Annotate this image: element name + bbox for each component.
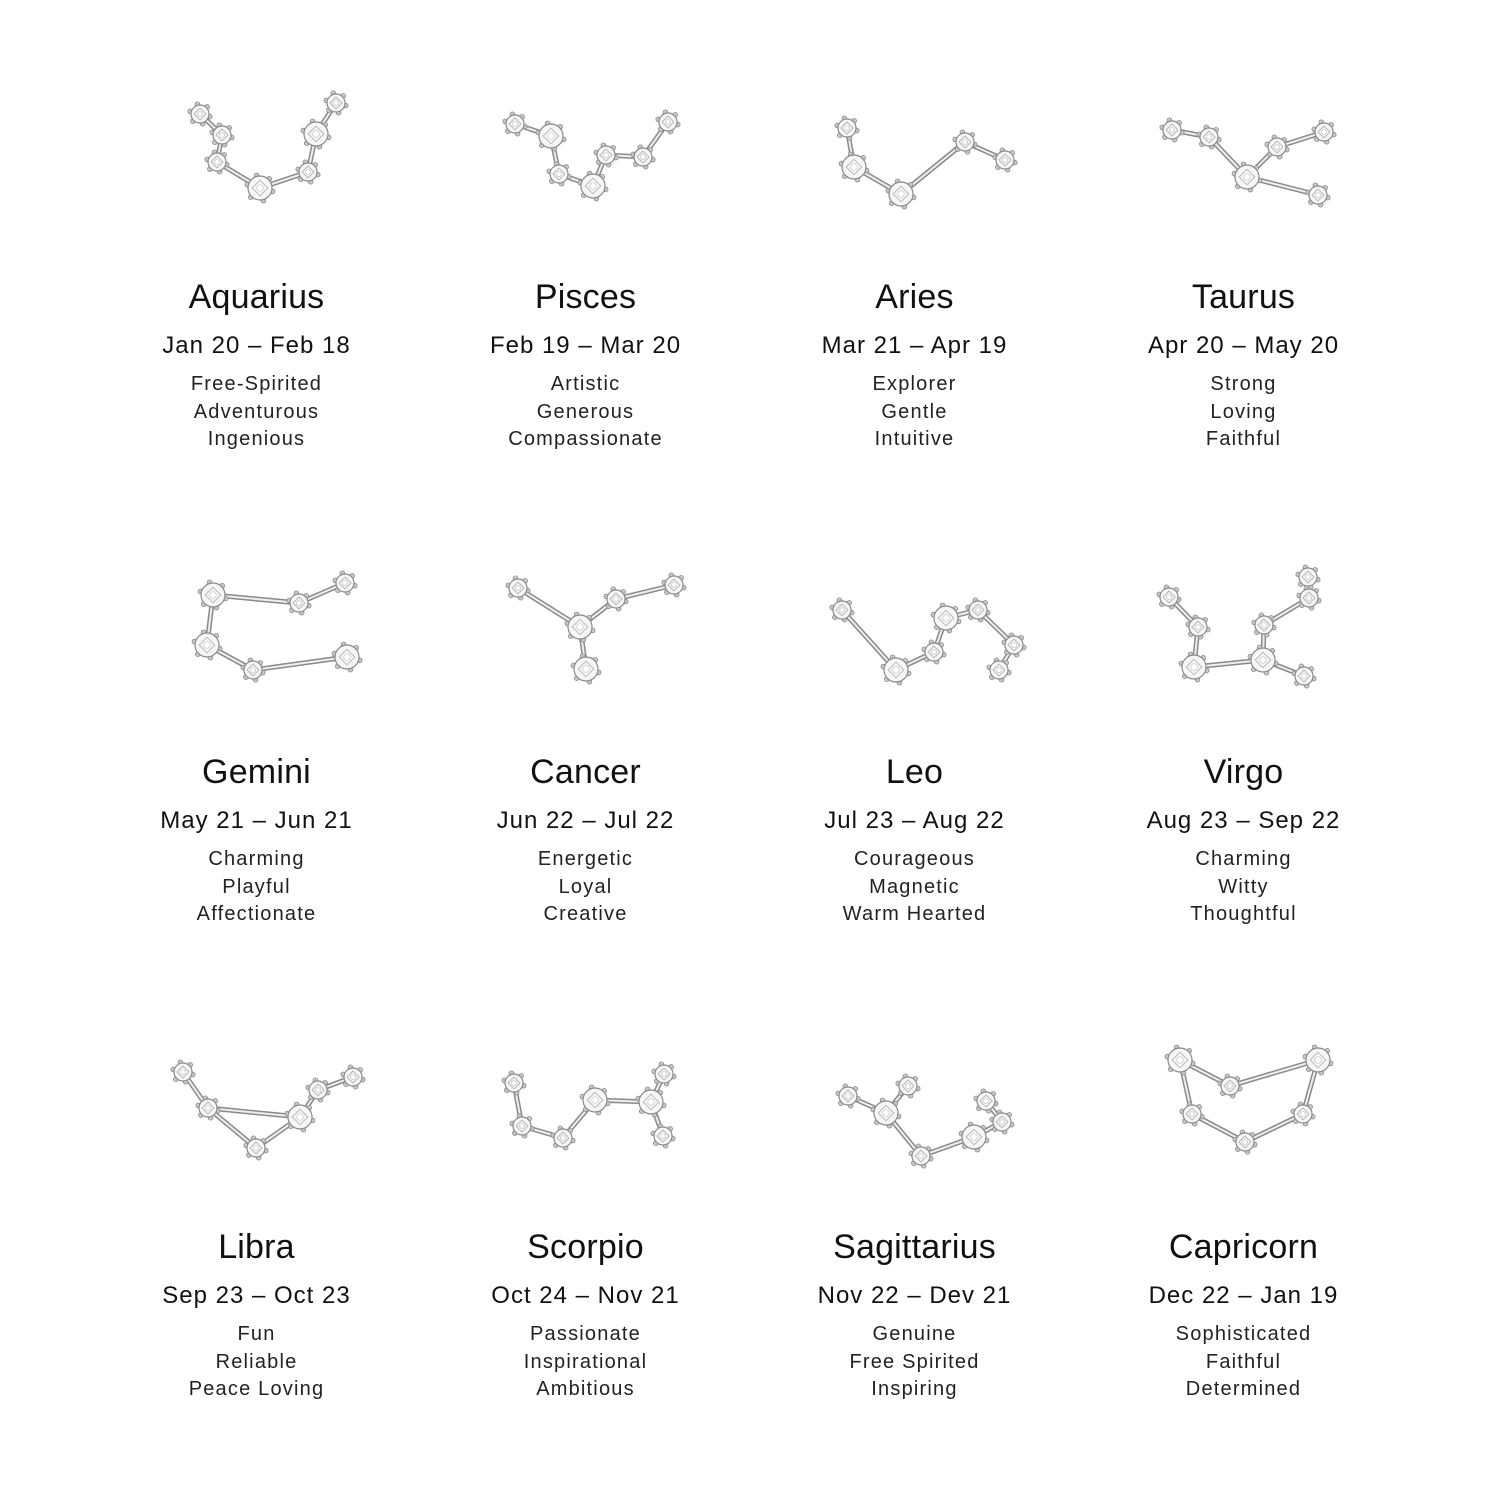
gem-star [1303, 1045, 1333, 1075]
sign-traits [92, 1321, 421, 1404]
gem-star [324, 91, 348, 115]
trait: Creative [543, 903, 628, 925]
sign-dates: May 21 – Jun 21 [160, 807, 353, 834]
gem-star [506, 576, 530, 600]
gem-star [301, 119, 331, 149]
sign-name: Scorpio [527, 1228, 644, 1266]
taurus-constellation-icon [1079, 60, 1408, 240]
trait: Faithful [1205, 1350, 1282, 1373]
gem-star [1233, 1130, 1257, 1154]
trait: Reliable [215, 1350, 298, 1373]
cancer-constellation-icon [421, 535, 750, 715]
gem-star [636, 1087, 666, 1117]
gem-star [1165, 1045, 1195, 1075]
trait: Intuitive [874, 428, 955, 450]
constellation-link-shine [1230, 1060, 1318, 1086]
trait: Loving [1210, 400, 1277, 423]
trait: Affectionate [196, 903, 317, 925]
sign-name: Sagittarius [833, 1228, 996, 1266]
gem-star [987, 658, 1011, 682]
trait: Charming [208, 848, 305, 870]
sign-dates: Aug 23 – Sep 22 [1146, 807, 1341, 834]
leo-constellation-icon [750, 535, 1079, 715]
gem-star [1306, 183, 1330, 207]
trait: Artistic [550, 373, 621, 395]
trait: Generous [536, 400, 635, 423]
trait: Magnetic [869, 875, 960, 898]
sign-dates: Jun 22 – Jul 22 [496, 807, 675, 834]
trait: Adventurous [193, 400, 320, 423]
gem-star [565, 612, 595, 642]
gem-star [922, 640, 946, 664]
constellation-link-shine [253, 657, 347, 670]
gem-star [931, 603, 961, 633]
trait: Peace Loving [188, 1378, 325, 1400]
trait: Sophisticated [1175, 1323, 1312, 1345]
sign-traits [1079, 846, 1408, 929]
libra-constellation-icon [92, 1010, 421, 1190]
sign-dates: Jul 23 – Aug 22 [824, 807, 1005, 834]
gem-star [656, 110, 680, 134]
pisces-constellation-icon [421, 60, 750, 240]
gem-star [503, 112, 527, 136]
gem-star [1160, 118, 1184, 142]
gem-star [631, 145, 655, 169]
trait: Witty [1218, 875, 1269, 898]
sign-dates: Oct 24 – Nov 21 [491, 1282, 680, 1309]
gem-star [1179, 652, 1209, 682]
gem-star [333, 571, 357, 595]
sign-name: Capricorn [1168, 1228, 1319, 1266]
gem-star [510, 1114, 534, 1138]
sign-name: Virgo [1203, 753, 1284, 791]
gemini-constellation-icon [92, 535, 421, 715]
gem-star [835, 116, 859, 140]
gem-star [571, 654, 601, 684]
trait: Courageous [854, 848, 975, 870]
gem-star [1296, 565, 1320, 589]
gem-star [341, 1065, 365, 1089]
trait: Explorer [872, 373, 957, 395]
sagittarius-constellation-icon [750, 1010, 1079, 1190]
gem-star [551, 1126, 575, 1150]
trait: Playful [222, 875, 291, 898]
sign-traits [421, 846, 750, 929]
trait: Loyal [558, 875, 613, 898]
virgo-constellation-icon [1079, 535, 1408, 715]
gem-star [192, 630, 222, 660]
trait: Ingenious [207, 428, 306, 450]
sign-name: Gemini [202, 753, 311, 791]
gem-star [651, 1124, 675, 1148]
scorpio-constellation-icon [421, 1010, 750, 1190]
gem-star [1312, 120, 1336, 144]
aquarius-constellation-icon [92, 60, 421, 240]
trait: Inspiring [871, 1378, 958, 1400]
trait: Inspirational [523, 1350, 648, 1373]
trait: Free-Spirited [190, 373, 323, 395]
gem-star [245, 173, 275, 203]
aries-constellation-icon [750, 60, 1079, 240]
gem-star [547, 162, 571, 186]
gem-star [594, 143, 618, 167]
gem-star [886, 179, 916, 209]
constellation-link-shine [1245, 1114, 1303, 1142]
gem-star [198, 580, 228, 610]
gem-star [652, 1062, 676, 1086]
gem-star [580, 1085, 610, 1115]
gem-star [1291, 1102, 1315, 1126]
sign-name: Aquarius [188, 278, 325, 316]
sign-dates: Mar 21 – Apr 19 [821, 332, 1008, 359]
gem-star [993, 148, 1017, 172]
trait: Warm Hearted [842, 903, 987, 925]
trait: Genuine [872, 1323, 957, 1345]
sign-traits [421, 371, 750, 454]
sign-name: Pisces [534, 278, 637, 316]
trait: Energetic [537, 848, 634, 870]
gem-star [896, 1074, 920, 1098]
trait: Compassionate [508, 428, 663, 450]
sign-traits [1079, 1321, 1408, 1404]
sign-traits [750, 1321, 1079, 1404]
gem-star [287, 591, 311, 615]
gem-star [604, 587, 628, 611]
trait: Fun [237, 1323, 276, 1345]
sign-traits [92, 846, 421, 929]
sign-traits [1079, 371, 1408, 454]
trait: Charming [1195, 848, 1292, 870]
sign-name: Libra [218, 1228, 295, 1266]
gem-star [662, 573, 686, 597]
gem-star [836, 1084, 860, 1108]
sign-dates: Jan 20 – Feb 18 [162, 332, 351, 359]
sign-dates: Dec 22 – Jan 19 [1148, 1282, 1339, 1309]
gem-star [332, 642, 362, 672]
trait: Thoughtful [1190, 903, 1297, 925]
gem-star [1292, 664, 1316, 688]
gem-star [536, 121, 566, 151]
gem-star [578, 171, 608, 201]
sign-dates: Apr 20 – May 20 [1147, 332, 1340, 359]
sign-name: Leo [885, 753, 944, 791]
trait: Determined [1185, 1378, 1302, 1400]
trait: Faithful [1205, 428, 1282, 450]
gem-star [953, 130, 977, 154]
gem-star [959, 1122, 989, 1152]
gem-star [502, 1071, 526, 1095]
gem-star [306, 1078, 330, 1102]
gem-star [1297, 586, 1321, 610]
sign-traits [92, 371, 421, 454]
gem-star [205, 150, 229, 174]
gem-star [1180, 1102, 1204, 1126]
sign-traits [421, 1321, 750, 1404]
sign-dates: Nov 22 – Dev 21 [817, 1282, 1012, 1309]
trait: Passionate [530, 1323, 641, 1345]
gem-star [1248, 645, 1278, 675]
sign-dates: Feb 19 – Mar 20 [489, 332, 682, 359]
gem-star [1252, 613, 1276, 637]
trait: Free Spirited [849, 1350, 980, 1373]
trait: Ambitious [536, 1378, 635, 1400]
gem-star [1265, 135, 1289, 159]
sign-name: Aries [875, 278, 954, 316]
gem-star [1218, 1074, 1242, 1098]
gem-star [241, 658, 265, 682]
sign-traits [750, 846, 1079, 929]
gem-star [285, 1102, 315, 1132]
capricorn-constellation-icon [1079, 1010, 1408, 1190]
sign-name: Cancer [530, 753, 641, 791]
gem-star [839, 152, 869, 182]
sign-traits [750, 371, 1079, 454]
sign-name: Taurus [1191, 278, 1296, 316]
trait: Gentle [881, 400, 948, 423]
trait: Strong [1210, 373, 1277, 395]
gem-star [296, 160, 320, 184]
sign-dates: Sep 23 – Oct 23 [162, 1282, 351, 1309]
